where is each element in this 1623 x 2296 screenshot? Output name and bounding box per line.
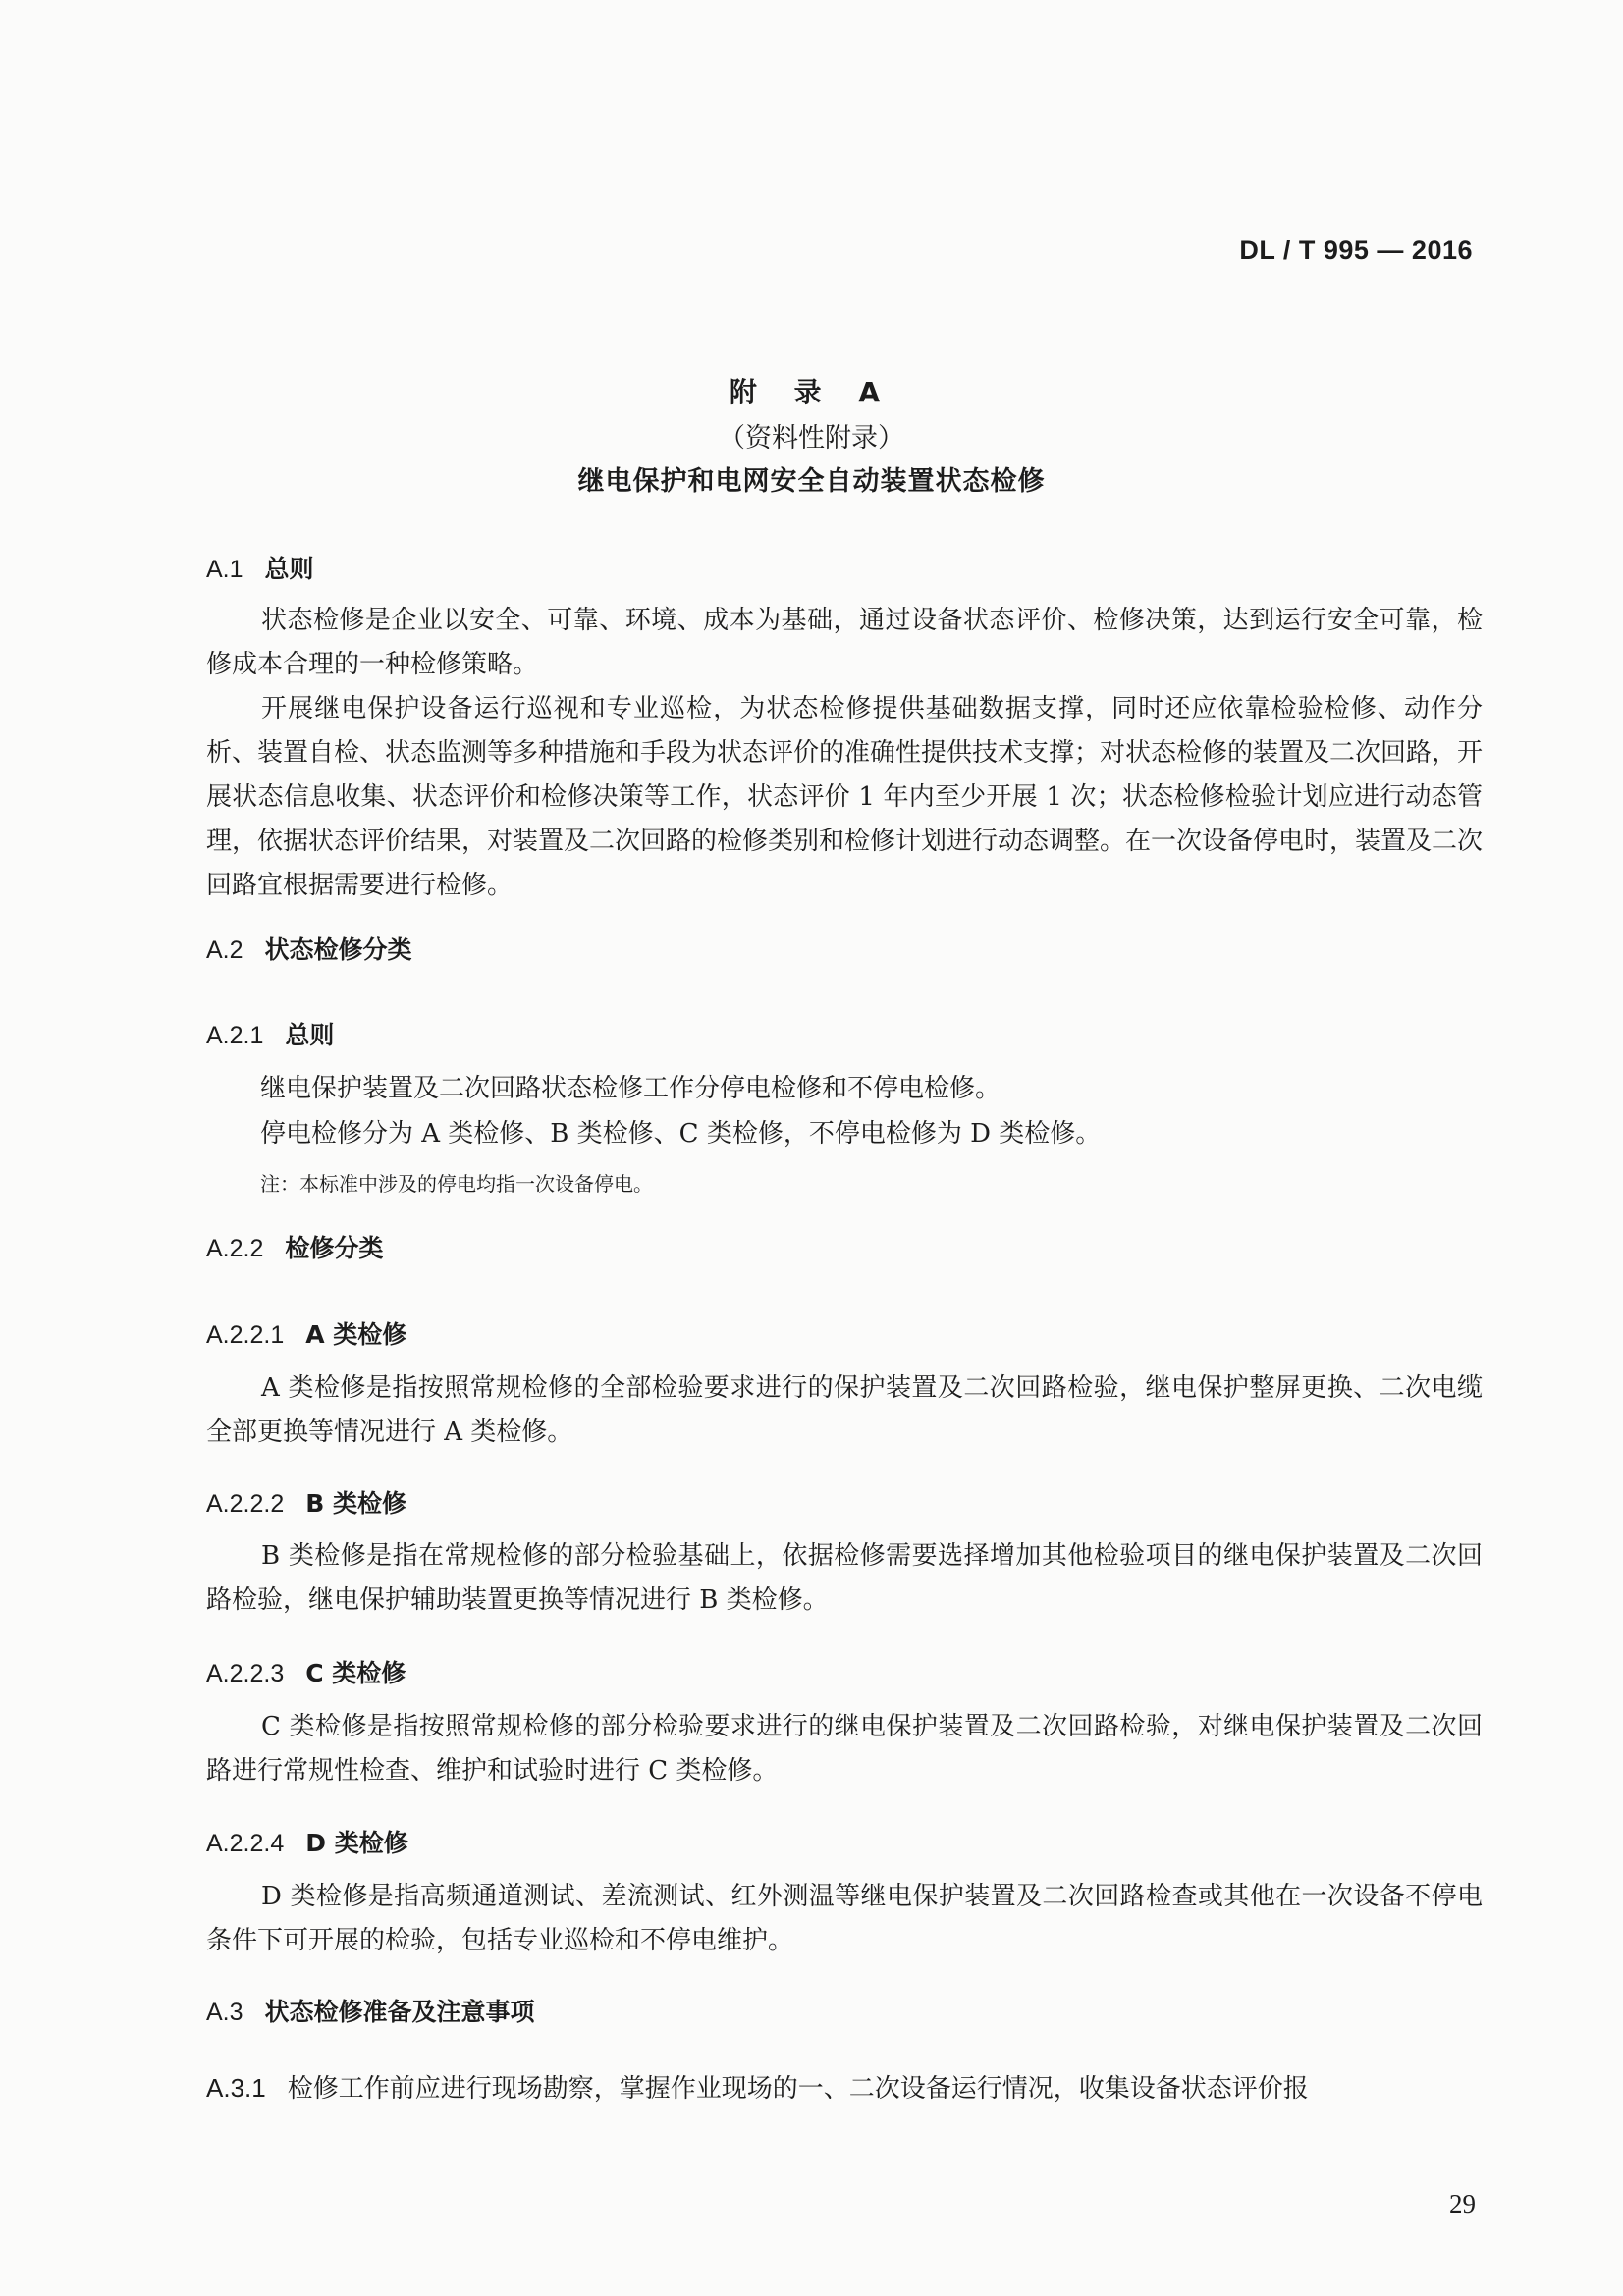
paragraph-a222: B 类检修是指在常规检修的部分检验基础上，依据检修需要选择增加其他检验项目的继电保护装置及二次回路检验，继电保护辅助装置更换等情况进行 B 类检修。 — [206, 1541, 1483, 1615]
paragraph-a31 — [206, 2066, 1483, 2111]
paragraph-a21-2: 停电检修分为 A 类检修、B 类检修、C 类检修，不停电检修为 D 类检修。 — [260, 1119, 1102, 1148]
section-number: A.2.2.2 — [206, 1490, 285, 1518]
section-title: 总则 — [285, 1021, 335, 1049]
section-heading-a1 — [206, 550, 314, 585]
section-number: A.2.1 — [206, 1022, 264, 1049]
note-a21: 注：本标准中涉及的停电均指一次设备停电。 — [260, 1172, 653, 1196]
paragraph-a21-1: 继电保护装置及二次回路状态检修工作分停电检修和不停电检修。 — [260, 1074, 1001, 1103]
paragraph-a221: A 类检修是指按照常规检修的全部检验要求进行的保护装置及二次回路检验，继电保护整屏更换、二次电缆全部更换等情况进行 A 类检修。 — [206, 1373, 1483, 1447]
section-heading-a22 — [206, 1229, 383, 1264]
section-number: A.3 — [206, 1999, 243, 2026]
section-title: 检修分类 — [285, 1234, 384, 1262]
section-number: A.2.2.1 — [206, 1321, 285, 1349]
section-title: C 类检修 — [305, 1659, 406, 1687]
section-title: 总则 — [264, 555, 314, 583]
page-number: 29 — [1449, 2189, 1476, 2218]
section-number: A.2 — [206, 936, 243, 964]
section-number: A.2.2.3 — [206, 1660, 285, 1687]
paragraph-a1-1: 状态检修是企业以安全、可靠、环境、成本为基础，通过设备状态评价、检修决策，达到运行安全可靠，检修成本合理的一种检修策略。 — [206, 606, 1483, 679]
section-heading-a3 — [206, 1993, 535, 2028]
section-title: A 类检修 — [305, 1320, 407, 1349]
section-heading-a221 — [206, 1315, 406, 1351]
paragraph-a224: D 类检修是指高频通道测试、差流测试、红外测温等继电保护装置及二次回路检查或其他在一次设备不停电条件下可开展的检验，包括专业巡检和不停电维护。 — [206, 1882, 1483, 1955]
section-heading-a223 — [206, 1654, 406, 1689]
section-heading-a222 — [206, 1484, 406, 1520]
section-number: A.3.1 — [206, 2073, 266, 2103]
section-number: A.1 — [206, 556, 243, 583]
section-heading-a2 — [206, 931, 412, 966]
section-title: 状态检修分类 — [264, 935, 412, 964]
appendix-main-title: 继电保护和电网安全自动装置状态检修 — [577, 466, 1046, 497]
standard-code: DL / T 995 — 2016 — [1239, 236, 1473, 265]
appendix-subtitle: （资料性附录） — [719, 423, 904, 454]
section-title: 状态检修准备及注意事项 — [264, 1998, 535, 2026]
section-title: B 类检修 — [305, 1489, 406, 1518]
section-heading-a21 — [206, 1016, 334, 1051]
section-number: A.2.2 — [206, 1235, 264, 1262]
section-title: D 类检修 — [305, 1829, 408, 1857]
paragraph-a1-2: 开展继电保护设备运行巡视和专业巡检，为状态检修提供基础数据支撑，同时还应依靠检验检修、动作分析、装置自检、状态监测等多种措施和手段为状态评价的准确性提供技术支撑；对状态检修的装置及二次回路，开展状态信息收集、状态评价和检修决策等工作，状态评价 1 年内至少开展 1 次；状态检修检验计划应进行动态管理，依据状态评价结果，对装置及二次回路的检修类别和检修计划进行动态调整。在一次设备停电时，装置及二次回路宜根据需要进行检修。 — [206, 694, 1484, 900]
section-number: A.2.2.4 — [206, 1830, 285, 1857]
appendix-title: 附 录 A — [729, 376, 894, 408]
paragraph-text: 检修工作前应进行现场勘察，掌握作业现场的一、二次设备运行情况，收集设备状态评价报 — [287, 2074, 1309, 2104]
paragraph-a223: C 类检修是指按照常规检修的部分检验要求进行的继电保护装置及二次回路检验，对继电保护装置及二次回路进行常规性检查、维护和试验时进行 C 类检修。 — [206, 1712, 1483, 1786]
section-heading-a224 — [206, 1824, 408, 1859]
